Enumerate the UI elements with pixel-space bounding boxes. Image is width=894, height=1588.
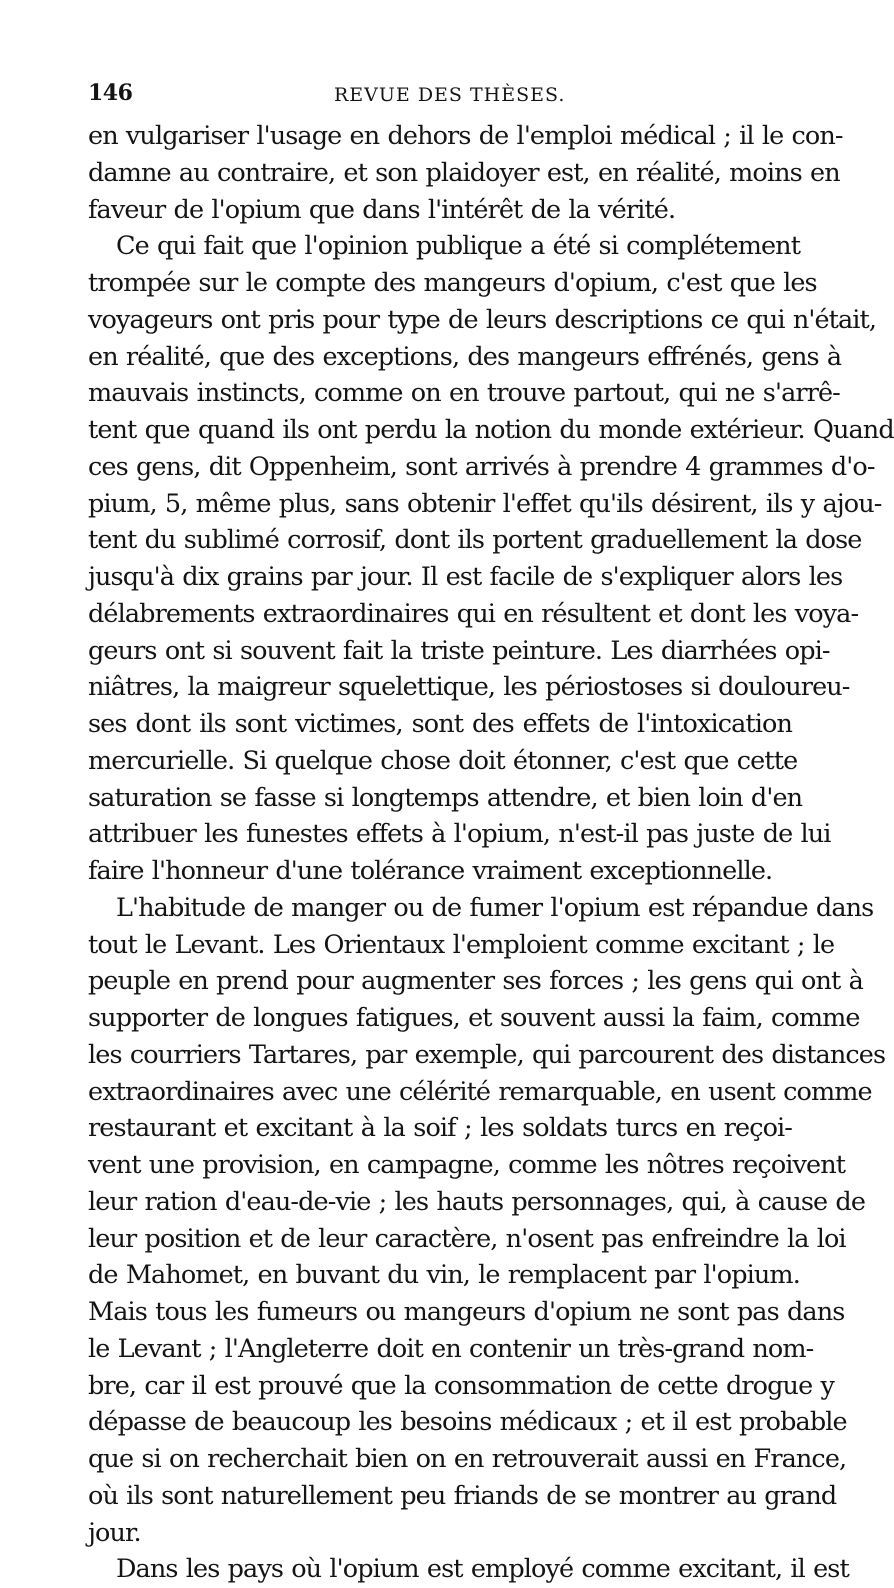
text-line: Mais tous les fumeurs ou mangeurs d'opium ne sont pas dans <box>88 1297 845 1327</box>
text-line: jour. <box>88 1517 141 1548</box>
text-line: saturation se fasse si longtemps attendre, et bien loin d'en <box>88 782 803 813</box>
text-line: jusqu'à dix grains par jour. Il est facile de s'expliquer alors les <box>88 562 843 592</box>
text-line: geurs ont si souvent fait la triste peinture. Les diarrhées opi- <box>88 635 830 666</box>
text-line: restaurant et excitant à la soif ; les soldats turcs en reçoi- <box>88 1113 792 1144</box>
text-line: L'habitude de manger ou de fumer l'opium est répandue dans <box>116 892 874 923</box>
text-line: pium, 5, même plus, sans obtenir l'effet qu'ils désirent, ils y ajou- <box>88 488 882 519</box>
text-line: en vulgariser l'usage en dehors de l'emploi médical ; il le con- <box>88 121 843 151</box>
text-line: mauvais instincts, comme on en trouve partout, qui ne s'arrê- <box>88 378 840 409</box>
text-line: niâtres, la maigreur squelettique, les périostoses si douloureu- <box>88 672 850 703</box>
text-line: ses dont ils sont victimes, sont des effets de l'intoxication <box>88 709 792 739</box>
text-line: voyageurs ont pris pour type de leurs descriptions ce qui n'était, <box>88 304 877 335</box>
running-title: REVUE DES THÈSES. <box>334 84 566 106</box>
text-line: délabrements extraordinaires qui en résultent et dont les voya- <box>88 598 859 629</box>
page-header <box>88 80 792 120</box>
text-line: mercurielle. Si quelque chose doit étonner, c'est que cette <box>88 745 798 776</box>
text-line: tent que quand ils ont perdu la notion du monde extérieur. Quand <box>88 415 894 445</box>
text-line: leur position et de leur caractère, n'osent pas enfreindre la loi <box>88 1223 846 1254</box>
text-line: damne au contraire, et son plaidoyer est, en réalité, moins en <box>88 157 840 188</box>
text-line: bre, car il est prouvé que la consommation de cette drogue y <box>88 1370 834 1401</box>
text-line: attribuer les funestes effets à l'opium, n'est-il pas juste de lui <box>88 819 831 850</box>
text-line: Ce qui fait que l'opinion publique a été si complétement <box>116 231 801 262</box>
text-line: tent du sublimé corrosif, dont ils portent graduellement la dose <box>88 525 862 556</box>
text-line: leur ration d'eau-de-vie ; les hauts personnages, qui, à cause de <box>88 1186 866 1217</box>
text-line: les courriers Tartares, par exemple, qui parcourent des distances <box>88 1039 886 1070</box>
text-line: peuple en prend pour augmenter ses forces ; les gens qui ont à <box>88 966 863 997</box>
text-line: trompée sur le compte des mangeurs d'opium, c'est que les <box>88 268 817 298</box>
text-line: le Levant ; l'Angleterre doit en contenir un très-grand nom- <box>88 1333 814 1364</box>
text-line: dépasse de beaucoup les besoins médicaux ; et il est probable <box>88 1407 847 1438</box>
body-text <box>88 118 894 1588</box>
text-line: de Mahomet, en buvant du vin, le remplacent par l'opium. <box>88 1260 800 1291</box>
text-line: vent une provision, en campagne, comme les nôtres reçoivent <box>88 1150 846 1180</box>
text-line: ces gens, dit Oppenheim, sont arrivés à prendre 4 grammes d'o- <box>88 451 875 482</box>
text-line: extraordinaires avec une célérité remarquable, en usent comme <box>88 1076 872 1107</box>
text-line: en réalité, que des exceptions, des mangeurs effrénés, gens à <box>88 341 842 372</box>
text-line: Dans les pays où l'opium est employé comme excitant, il est <box>116 1554 849 1585</box>
text-line: faveur de l'opium que dans l'intérêt de la vérité. <box>88 194 676 225</box>
text-line: tout le Levant. Les Orientaux l'emploient comme excitant ; le <box>88 929 835 960</box>
text-line: où ils sont naturellement peu friands de se montrer au grand <box>88 1480 837 1511</box>
text-line: supporter de longues fatigues, et souvent aussi la faim, comme <box>88 1003 860 1033</box>
page-number: 146 <box>88 80 133 106</box>
text-line: faire l'honneur d'une tolérance vraiment exceptionnelle. <box>88 856 773 886</box>
text-line: que si on recherchait bien on en retrouverait aussi en France, <box>88 1444 847 1474</box>
